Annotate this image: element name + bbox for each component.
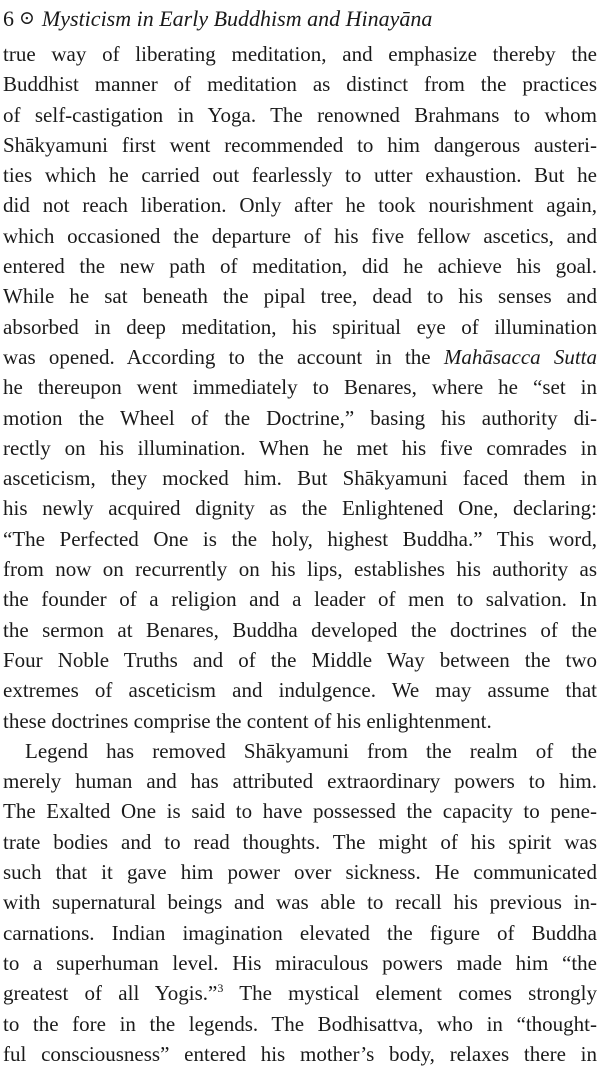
text-line: ties which he carried out fearlessly to utter exhaustion. But he <box>3 163 597 188</box>
text-line: Legend has removed Shākyamuni from the realm of the <box>25 738 597 763</box>
text-line: extremes of asceticism and indulgence. We may assume that <box>3 678 597 703</box>
page-number: 6 <box>3 6 14 31</box>
text-line: absorbed in deep meditation, his spiritual eye of illumination <box>3 314 597 339</box>
circle-dot-ornament-icon: ⊙ <box>19 7 35 29</box>
text-line: did not reach liberation. Only after he took nourishment again, <box>3 193 597 218</box>
text-line: The Exalted One is said to have possessed the capacity to pene- <box>3 799 597 824</box>
text-line: true way of liberating meditation, and emphasize thereby the <box>3 42 597 66</box>
text-line: trate bodies and to read thoughts. The might of his spirit was <box>3 829 597 854</box>
text-line <box>3 342 597 372</box>
text-run: The mystical element comes strongly <box>223 981 597 1006</box>
body-text <box>3 39 597 1069</box>
text-line: While he sat beneath the pipal tree, dead to his senses and <box>3 284 597 309</box>
text-line: which occasioned the departure of his five fellow ascetics, and <box>3 223 597 248</box>
book-page <box>3 0 597 1066</box>
text-line: of self-castigation in Yoga. The renowned Brahmans to whom <box>3 102 597 127</box>
running-title: Mysticism in Early Buddhism and Hinayāna <box>41 6 433 31</box>
text-line: with supernatural beings and was able to recall his previous in- <box>3 890 597 915</box>
text-line: motion the Wheel of the Doctrine,” basing his authority di- <box>3 405 597 430</box>
running-head <box>3 0 597 38</box>
text-line <box>3 978 597 1008</box>
text-line: the sermon at Benares, Buddha developed the doctrines of the <box>3 617 597 642</box>
text-line: to a superhuman level. His miraculous powers made him “the <box>3 950 597 975</box>
text-line: Shākyamuni first went recommended to him dangerous austeri- <box>3 132 597 157</box>
text-line: such that it gave him power over sickness. He communicated <box>3 860 597 885</box>
text-line: these doctrines comprise the content of his enlightenment. <box>3 708 492 733</box>
text-line: ful consciousness” entered his mother’s body, relaxes there in <box>3 1041 597 1066</box>
text-run: was opened. According to the account in the <box>3 344 444 369</box>
text-line: Four Noble Truths and of the Middle Way between the two <box>3 647 597 672</box>
text-line: asceticism, they mocked him. But Shākyamuni faced them in <box>3 466 597 491</box>
text-line: his newly acquired dignity as the Enlightened One, declaring: <box>3 496 597 521</box>
text-line: the founder of a religion and a leader of men to salvation. In <box>3 587 597 612</box>
text-line: carnations. Indian imagination elevated the figure of Buddha <box>3 920 597 945</box>
text-line: “The Perfected One is the holy, highest Buddha.” This word, <box>3 526 597 551</box>
text-line: from now on recurrently on his lips, establishes his authority as <box>3 557 597 582</box>
text-line: entered the new path of meditation, did he achieve his goal. <box>3 254 597 279</box>
text-line: rectly on his illumination. When he met his five comrades in <box>3 435 597 460</box>
text-line: to the fore in the legends. The Bodhisattva, who in “thought- <box>3 1011 597 1036</box>
italic-work-title: Mahāsacca Sutta <box>443 344 597 369</box>
text-line: he thereupon went immediately to Benares, where he “set in <box>3 375 597 400</box>
text-line: merely human and has attributed extraordinary powers to him. <box>3 769 597 794</box>
footnote-marker: 3 <box>217 981 224 996</box>
text-run: greatest of all Yogis.” <box>3 981 218 1006</box>
text-line: Buddhist manner of meditation as distinct from the practices <box>3 72 597 97</box>
